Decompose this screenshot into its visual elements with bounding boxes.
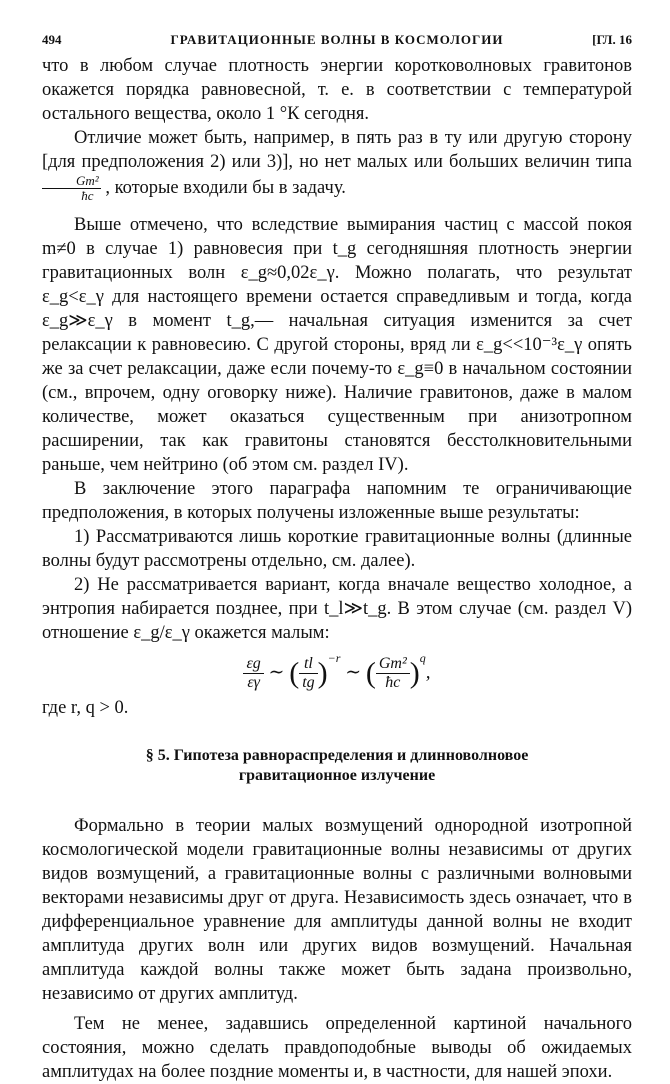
formula-mid-denominator: tg	[302, 674, 315, 692]
formula-sim-2: ∼	[345, 662, 362, 683]
section-heading-line-1: § 5. Гипотеза равнораспределения и длинноволновое	[145, 747, 529, 765]
section-heading-line-2: гравитационное излучение	[238, 767, 436, 785]
formula-rhs-exponent: q	[419, 651, 426, 665]
page-number: 494	[42, 32, 62, 47]
paragraph-formal-theory: Формально в теории малых возмущений однородной изотропной космологической модели гравитационные волны независимы от других видов возмущений, а гравитационные волны с различными волновыми векторами независимы друг от друга. Независимость здесь означает, что в дифференциальное уравнение для амплитуды данной волны не входит амплитуда других волн или других видов возмущений. Начальная амплитуда каждой волны также может быть задана произвольно, независимо от других амплитуд.	[42, 816, 632, 1005]
formula-rhs-fraction	[376, 655, 410, 692]
inline-fraction-numerator: Gm²	[42, 174, 101, 189]
section-heading	[42, 746, 632, 786]
inline-fraction-denominator: ħc	[81, 188, 94, 203]
assumption-1: 1) Рассматриваются лишь короткие гравитационные волны (длинные волны будут рассмотрены отдельно, см. далее).	[42, 527, 632, 571]
formula-rhs-denominator: ħc	[385, 674, 401, 692]
formula-lhs-fraction	[243, 655, 263, 692]
book-page	[42, 26, 632, 1084]
paragraph-difference	[42, 126, 632, 203]
formula-mid-numerator: tl	[299, 655, 317, 674]
page-header	[42, 26, 632, 54]
formula-lhs-numerator: εg	[243, 655, 263, 674]
formula-tail: ,	[425, 662, 431, 683]
formula-condition: где r, q > 0.	[42, 698, 129, 719]
formula-lhs-denominator: εγ	[247, 674, 260, 692]
paragraph-conclusion-intro: В заключение этого параграфа напомним те ограничивающие предположения, в которых получены изложенные выше результаты:	[42, 479, 632, 523]
formula-mid-fraction	[299, 655, 317, 692]
inline-fraction	[42, 174, 101, 203]
paragraph-nevertheless: Тем не менее, задавшись определенной картиной начального состояния, можно сделать правдоподобные выводы об ожидаемых амплитудах на более поздние моменты и, в частности, для нашей эпохи.	[42, 1014, 632, 1083]
assumption-2: 2) Не рассматривается вариант, когда вначале вещество холодное, а энтропия набирается позднее, при t_l≫t_g. В этом случае (см. раздел V) отношение ε_g/ε_γ окажется малым:	[42, 575, 632, 643]
running-title: ГРАВИТАЦИОННЫЕ ВОЛНЫ В КОСМОЛОГИИ	[170, 32, 504, 47]
display-formula: $\frac{\varepsilon g}{\varepsilon\gamma}$ ∼ ( $\frac{tl}{tg}$ )$^{-r}$ ∼ ( $\frac{\text{Gm²}}{ħc}$ )$^q$,	[42, 651, 632, 692]
formula-mid-exponent: −r	[327, 651, 341, 665]
paragraph-relaxation: Выше отмечено, что вследствие вымирания частиц с массой покоя m≠0 в случае 1) равновесия при t_g сегодняшняя плотность энергии гравитационных волн ε_g≈0,02ε_γ. Можно полагать, что результат ε_g<ε_γ для настоящего времени остается справедливым и тогда, когда ε_g≫ε_γ в момент t_g,— начальная ситуация изменится за счет релаксации к равновесию. С другой стороны, вряд ли ε_g<<10⁻³ε_γ опять же за счет релаксации, даже если почему-то ε_g≡0 в начальном состоянии (см., впрочем, одну оговорку ниже). Наличие гравитонов, даже в малом количестве, может оказаться существенным при анизотропном расширении, так как гравитоны становятся бесстолкновительными раньше, чем нейтрино (об этом см. раздел IV).	[42, 215, 632, 475]
paragraph-continuation: что в любом случае плотность энергии коротковолновых гравитонов окажется порядка равновесной, т. е. в соответствии с температурой остального вещества, около 1 °К сегодня.	[42, 56, 632, 124]
paragraph-difference-end: , которые входили бы в задачу.	[105, 177, 346, 198]
paragraph-difference-start: Отличие может быть, например, в пять раз в ту или другую сторону [для предположения 2) или 3)], но нет малых или больших величин типа	[42, 128, 632, 172]
chapter-label: [ГЛ. 16	[592, 32, 632, 47]
formula-rhs-numerator: Gm²	[376, 655, 410, 674]
formula-sim-1: ∼	[268, 662, 285, 683]
